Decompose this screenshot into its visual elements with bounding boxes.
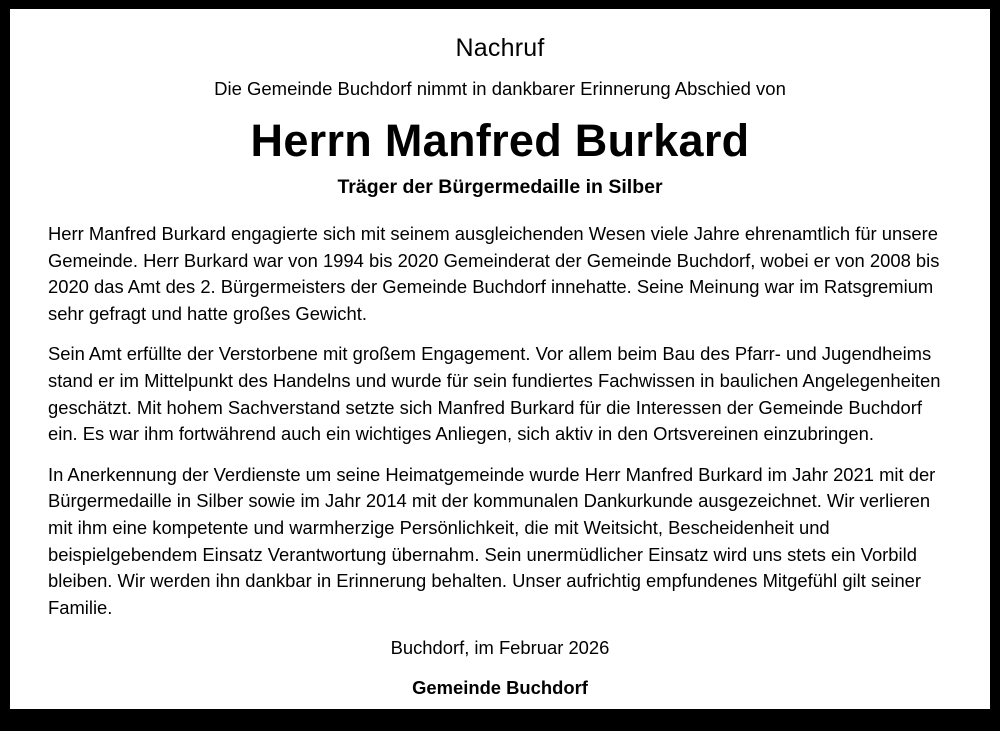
obituary-notice xyxy=(10,9,990,729)
place-and-date: Buchdorf, im Februar 2026 xyxy=(390,637,610,659)
page-title: Nachruf xyxy=(455,34,545,62)
body-paragraph: Herr Manfred Burkard engagierte sich mit seinem ausgleichenden Wesen viele Jahre ehrenamtlich für unsere Gemeinde. Herr Burkard war von 1994 bis 2020 Gemeinderat der Gemeinde Buchdorf, wobei er von 2008 bis 2020 das Amt des 2. Bürgermeisters der Gemeinde Buchdorf innehatte. Seine Meinung war im Ratsgremium sehr gefragt und hatte großes Gewicht. xyxy=(48,223,940,324)
body-text xyxy=(48,221,952,621)
deceased-name: Herrn Manfred Burkard xyxy=(250,115,750,166)
signature-organization: Gemeinde Buchdorf xyxy=(412,677,588,699)
honor-subtitle: Träger der Bürgermedaille in Silber xyxy=(337,176,663,198)
body-paragraph: In Anerkennung der Verdienste um seine Heimatgemeinde wurde Herr Manfred Burkard im Jahr 2021 mit der Bürgermedaille in Silber sowie im Jahr 2014 mit der kommunalen Dankurkunde ausgezeichnet. Wir verlieren mit ihm eine kompetente und warmherzige Persönlichkeit, die mit Weitsicht, Bescheidenheit und beispielgebendem Einsatz Verantwortung übernahm. Sein unermüdlicher Einsatz wird uns stets ein Vorbild bleiben. Wir werden ihn dankbar in Erinnerung behalten. Unser aufrichtig empfundenes Mitgefühl gilt seiner Familie. xyxy=(48,463,936,618)
body-paragraph: Sein Amt erfüllte der Verstorbene mit großem Engagement. Vor allem beim Bau des Pfarr- und Jugendheims stand er im Mittelpunkt des Handelns und wurde für sein fundiertes Fachwissen in baulichen Angelegenheiten geschätzt. Mit hohem Sachverstand setzte sich Manfred Burkard für die Interessen der Gemeinde Buchdorf ein. Es war ihm fortwährend auch ein wichtiges Anliegen, sich aktiv in den Ortsvereinen einzubringen. xyxy=(48,343,941,445)
intro-text: Die Gemeinde Buchdorf nimmt in dankbarer Erinnerung Abschied von xyxy=(214,78,786,99)
signature-person: Walter Grob, Erster Bürgermeister xyxy=(360,707,640,729)
